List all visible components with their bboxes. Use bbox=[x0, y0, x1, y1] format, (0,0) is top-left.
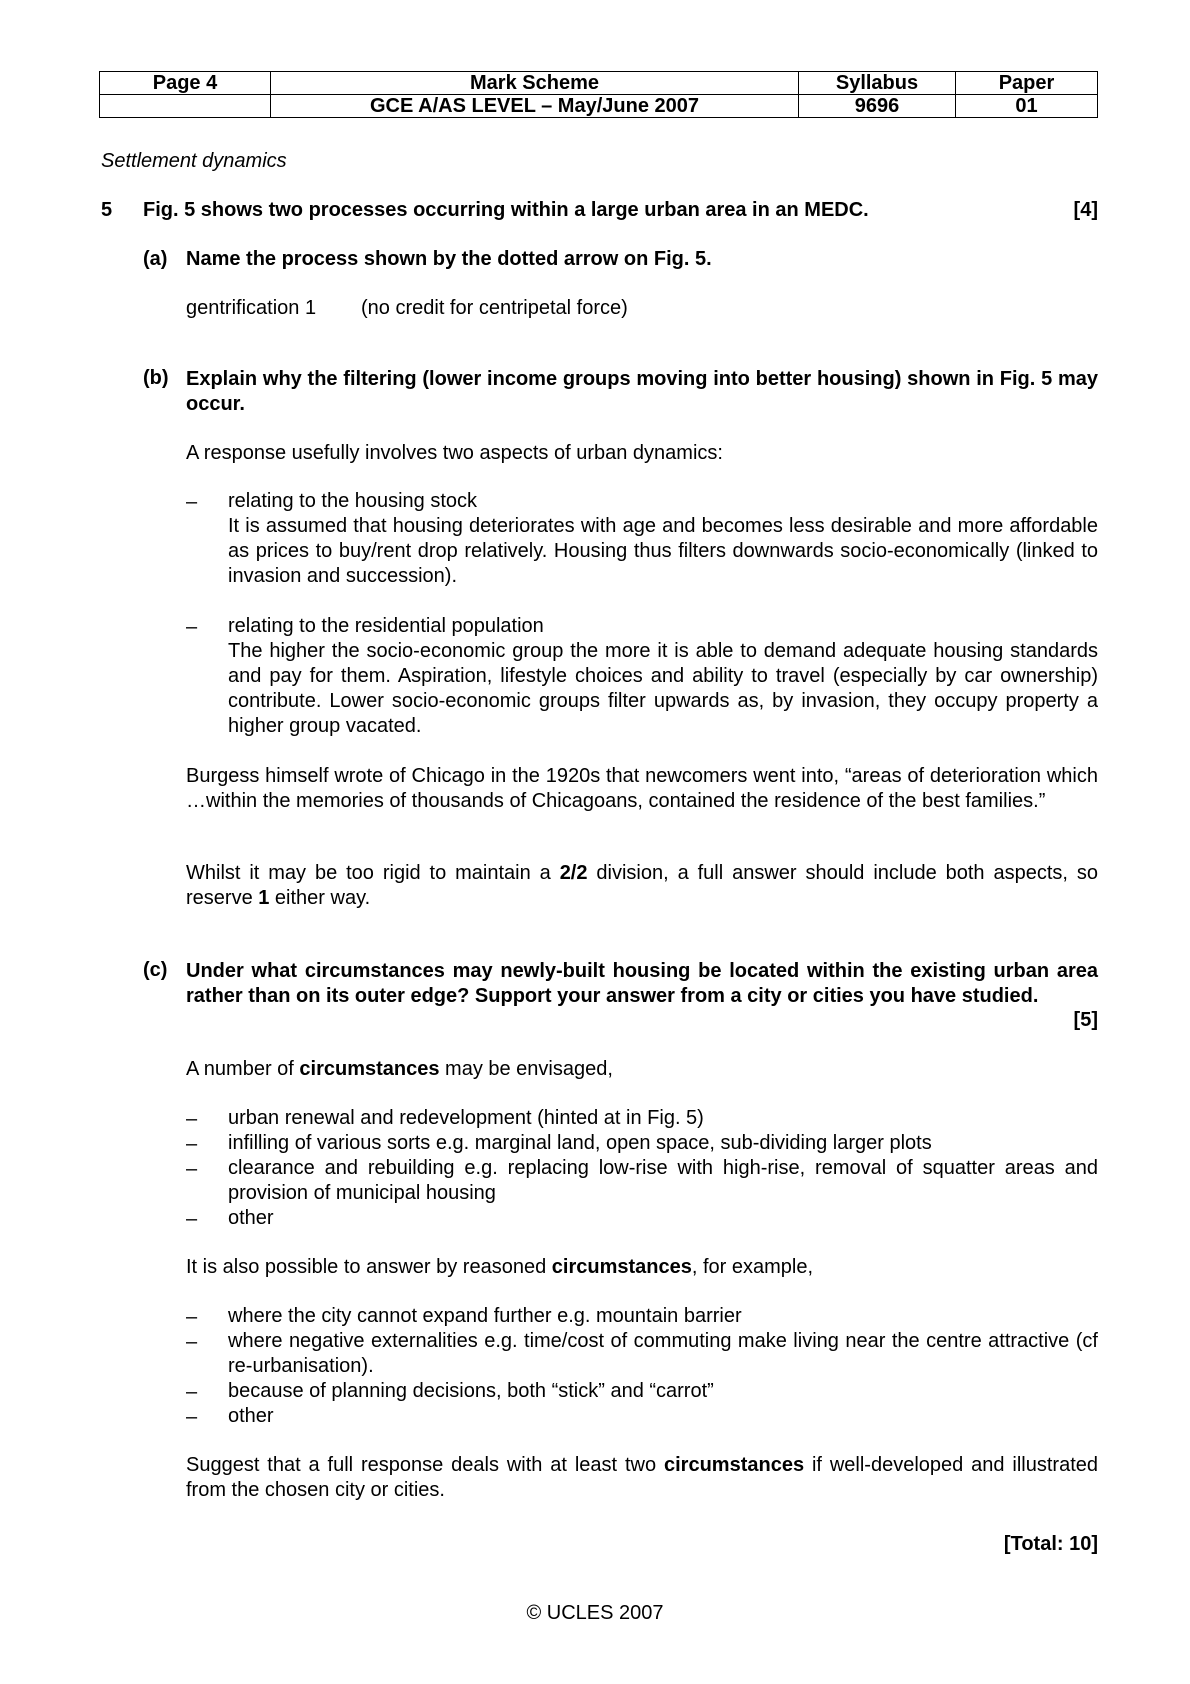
bullet-dash: – bbox=[186, 1108, 198, 1130]
bullet-dash: – bbox=[186, 616, 198, 638]
part-b-question: Explain why the filtering (lower income groups moving into better housing) shown in Fig. 5 may occur. bbox=[186, 368, 1098, 415]
paper-number: 01 bbox=[956, 95, 1098, 118]
part-c-label: (c) bbox=[143, 959, 168, 981]
housing-stock-body: It is assumed that housing deteriorates with age and becomes less desirable and more affordable as prices to buy/rent drop relatively. Housing thus filters downwards socio-economically (linked to invasion and succession). bbox=[228, 515, 1098, 587]
bullet-dash: – bbox=[186, 1406, 198, 1428]
list-item: other bbox=[228, 1405, 274, 1427]
question-number: 5 bbox=[101, 199, 113, 221]
syllabus-label: Syllabus bbox=[799, 72, 956, 95]
list-item: other bbox=[228, 1207, 274, 1229]
total-marks: [Total: 10] bbox=[1003, 1533, 1098, 1555]
burgess-paragraph: Burgess himself wrote of Chicago in the 1920s that newcomers went into, “areas of deterioration which …within the memories of thousands of Chicagoans, contained the residence of the best families.” bbox=[186, 765, 1098, 812]
residential-population-title: relating to the residential population bbox=[228, 615, 544, 637]
bullet-dash: – bbox=[186, 1208, 198, 1230]
bullet-dash: – bbox=[186, 1381, 198, 1403]
bullet-dash: – bbox=[186, 491, 198, 513]
question-5-marks: [4] bbox=[1073, 199, 1098, 221]
part-a-question: Name the process shown by the dotted arrow on Fig. 5. bbox=[186, 248, 712, 270]
list-item: where negative externalities e.g. time/cost of commuting make living near the centre attractive (cf re-urbanisation). bbox=[228, 1330, 1098, 1377]
header-empty-cell bbox=[100, 95, 271, 118]
page-number: Page 4 bbox=[100, 72, 271, 95]
part-a-label: (a) bbox=[143, 248, 168, 270]
part-a-note: (no credit for centripetal force) bbox=[361, 297, 628, 319]
paper-label: Paper bbox=[956, 72, 1098, 95]
bullet-dash: – bbox=[186, 1306, 198, 1328]
whilst-paragraph: Whilst it may be too rigid to maintain a 2/2 division, a full answer should include both aspects, so reserve 1 either way. bbox=[186, 862, 1098, 909]
section-title: Settlement dynamics bbox=[101, 150, 287, 172]
housing-stock-title: relating to the housing stock bbox=[228, 490, 478, 512]
doc-title: Mark Scheme bbox=[271, 72, 799, 95]
bullet-dash: – bbox=[186, 1158, 198, 1180]
doc-subtitle: GCE A/AS LEVEL – May/June 2007 bbox=[271, 95, 799, 118]
list-item: because of planning decisions, both “stick” and “carrot” bbox=[228, 1380, 714, 1402]
bullet-dash: – bbox=[186, 1331, 198, 1353]
syllabus-code: 9696 bbox=[799, 95, 956, 118]
footer-copyright: © UCLES 2007 bbox=[526, 1602, 664, 1624]
also-paragraph: It is also possible to answer by reasoned circumstances, for example, bbox=[186, 1256, 814, 1278]
part-a-answer: gentrification 1 bbox=[186, 297, 317, 319]
part-c-intro: A number of circumstances may be envisaged, bbox=[186, 1058, 613, 1080]
list-item: infilling of various sorts e.g. marginal land, open space, sub-dividing larger plots bbox=[228, 1132, 932, 1154]
bullet-dash: – bbox=[186, 1133, 198, 1155]
suggest-paragraph: Suggest that a full response deals with at least two circumstances if well-developed and illustrated from the chosen city or cities. bbox=[186, 1454, 1098, 1501]
question-5-text: Fig. 5 shows two processes occurring within a large urban area in an MEDC. bbox=[143, 199, 869, 221]
part-c-marks: [5] bbox=[1073, 1009, 1098, 1031]
list-item: where the city cannot expand further e.g. mountain barrier bbox=[228, 1305, 742, 1327]
part-c-question: Under what circumstances may newly-built housing be located within the existing urban area rather than on its outer edge? Support your answer from a city or cities you have studied. bbox=[186, 960, 1098, 1007]
header-table bbox=[99, 71, 1098, 118]
part-b-label: (b) bbox=[143, 367, 169, 389]
list-item: clearance and rebuilding e.g. replacing low-rise with high-rise, removal of squatter areas and provision of municipal housing bbox=[228, 1157, 1098, 1204]
part-b-intro: A response usefully involves two aspects of urban dynamics: bbox=[186, 442, 723, 464]
list-item: urban renewal and redevelopment (hinted at in Fig. 5) bbox=[228, 1107, 704, 1129]
residential-population-body: The higher the socio-economic group the more it is able to demand adequate housing standards and pay for them. Aspiration, lifestyle choices and ability to travel (especially by car ownership) contribute. Lower socio-economic groups filter upwards as, by invasion, they occupy property a higher group vacated. bbox=[228, 640, 1098, 737]
